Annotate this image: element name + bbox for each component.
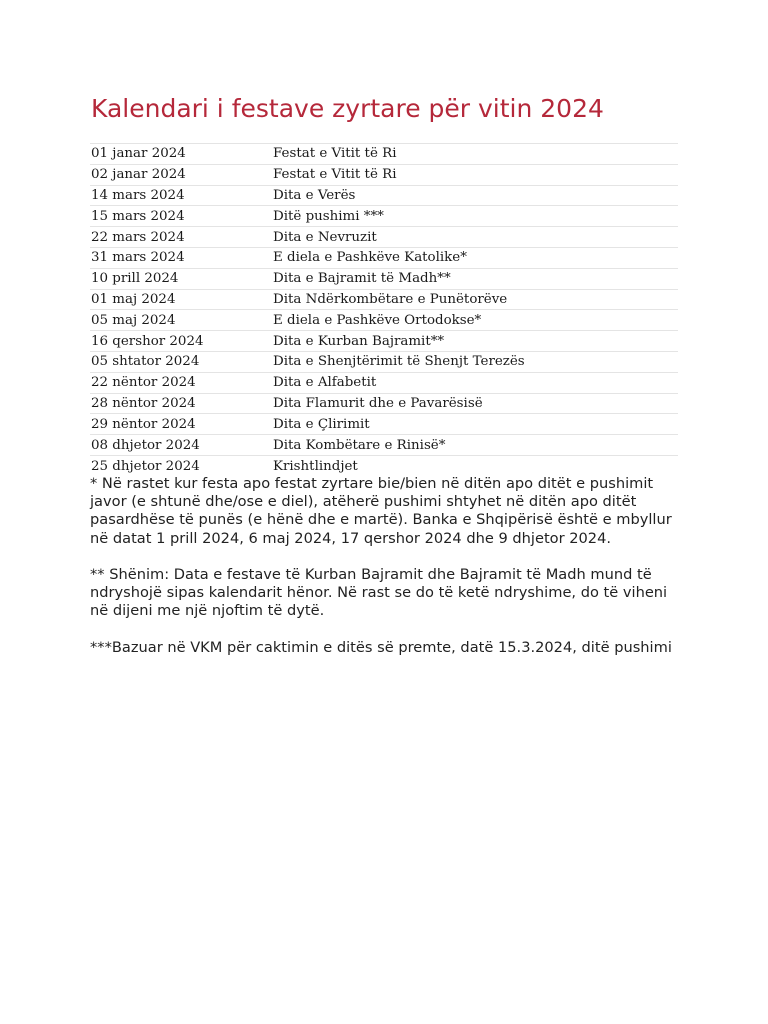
holiday-date: 05 shtator 2024 [90,351,272,372]
holiday-date: 05 maj 2024 [90,310,272,331]
holiday-name: Dita e Alfabetit [272,372,678,393]
holiday-name: Dita e Çlirimit [272,414,678,435]
holiday-name: Dita e Kurban Bajramit** [272,331,678,352]
holiday-name: Dita e Shenjtërimit të Shenjt Terezës [272,351,678,372]
table-row [90,185,678,206]
holiday-name: Festat e Vitit të Ri [272,164,678,185]
holiday-date: 15 mars 2024 [90,206,272,227]
table-row [90,414,678,435]
holiday-date: 25 dhjetor 2024 [90,455,272,476]
holidays-table [90,143,678,476]
holiday-name: Dita e Verës [272,185,678,206]
holiday-name: E diela e Pashkëve Katolike* [272,247,678,268]
holiday-date: 01 maj 2024 [90,289,272,310]
table-row [90,393,678,414]
table-row [90,331,678,352]
holiday-date: 02 janar 2024 [90,164,272,185]
holiday-date: 01 janar 2024 [90,144,272,165]
footnote-weekend-rule: * Në rastet kur festa apo festat zyrtare bie/bien në ditën apo ditët e pushimit javor (e shtunë dhe/ose e diel), atëherë pushimi shtyhet në ditën apo ditët pasardhëse të punës (e hënë dhe e martë). Banka e Shqipërisë është e mbyllur në datat 1 prill 2024, 6 maj 2024, 17 qershor 2024 dhe 9 dhjetor 2024. [90,475,672,547]
holiday-date: 31 mars 2024 [90,247,272,268]
table-row [90,310,678,331]
table-row [90,144,678,165]
table-row [90,372,678,393]
holiday-name: Dita e Nevruzit [272,227,678,248]
holiday-name: Krishtlindjet [272,455,678,476]
holiday-date: 29 nëntor 2024 [90,414,272,435]
footnotes [90,475,678,675]
holiday-date: 28 nëntor 2024 [90,393,272,414]
holiday-date: 22 mars 2024 [90,227,272,248]
holiday-name: Dita Flamurit dhe e Pavarësisë [272,393,678,414]
table-row [90,206,678,227]
table-row [90,455,678,476]
footnote-lunar-calendar: ** Shënim: Data e festave të Kurban Bajramit dhe Bajramit të Madh mund të ndryshojë sipas kalendarit hënor. Në rast se do të ketë ndryshime, do të viheni në dijeni me një njoftim të dytë. [90,566,668,620]
table-row [90,289,678,310]
holiday-name: Dita Kombëtare e Rinisë* [272,435,678,456]
footnote-vkm-decision: ***Bazuar në VKM për caktimin e ditës së premte, datë 15.3.2024, ditë pushimi [90,638,672,656]
table-row [90,435,678,456]
holiday-date: 14 mars 2024 [90,185,272,206]
table-row [90,268,678,289]
holiday-name: Dita e Bajramit të Madh** [272,268,678,289]
holiday-name: E diela e Pashkëve Ortodokse* [272,310,678,331]
table-row [90,227,678,248]
table-row [90,247,678,268]
holiday-date: 08 dhjetor 2024 [90,435,272,456]
table-row [90,351,678,372]
holiday-date: 10 prill 2024 [90,268,272,289]
table-row [90,164,678,185]
page-title: Kalendari i festave zyrtare për vitin 2024 [91,94,604,123]
holiday-name: Ditë pushimi *** [272,206,678,227]
holiday-date: 22 nëntor 2024 [90,372,272,393]
holiday-name: Festat e Vitit të Ri [272,144,678,165]
holiday-name: Dita Ndërkombëtare e Punëtorëve [272,289,678,310]
holiday-date: 16 qershor 2024 [90,331,272,352]
